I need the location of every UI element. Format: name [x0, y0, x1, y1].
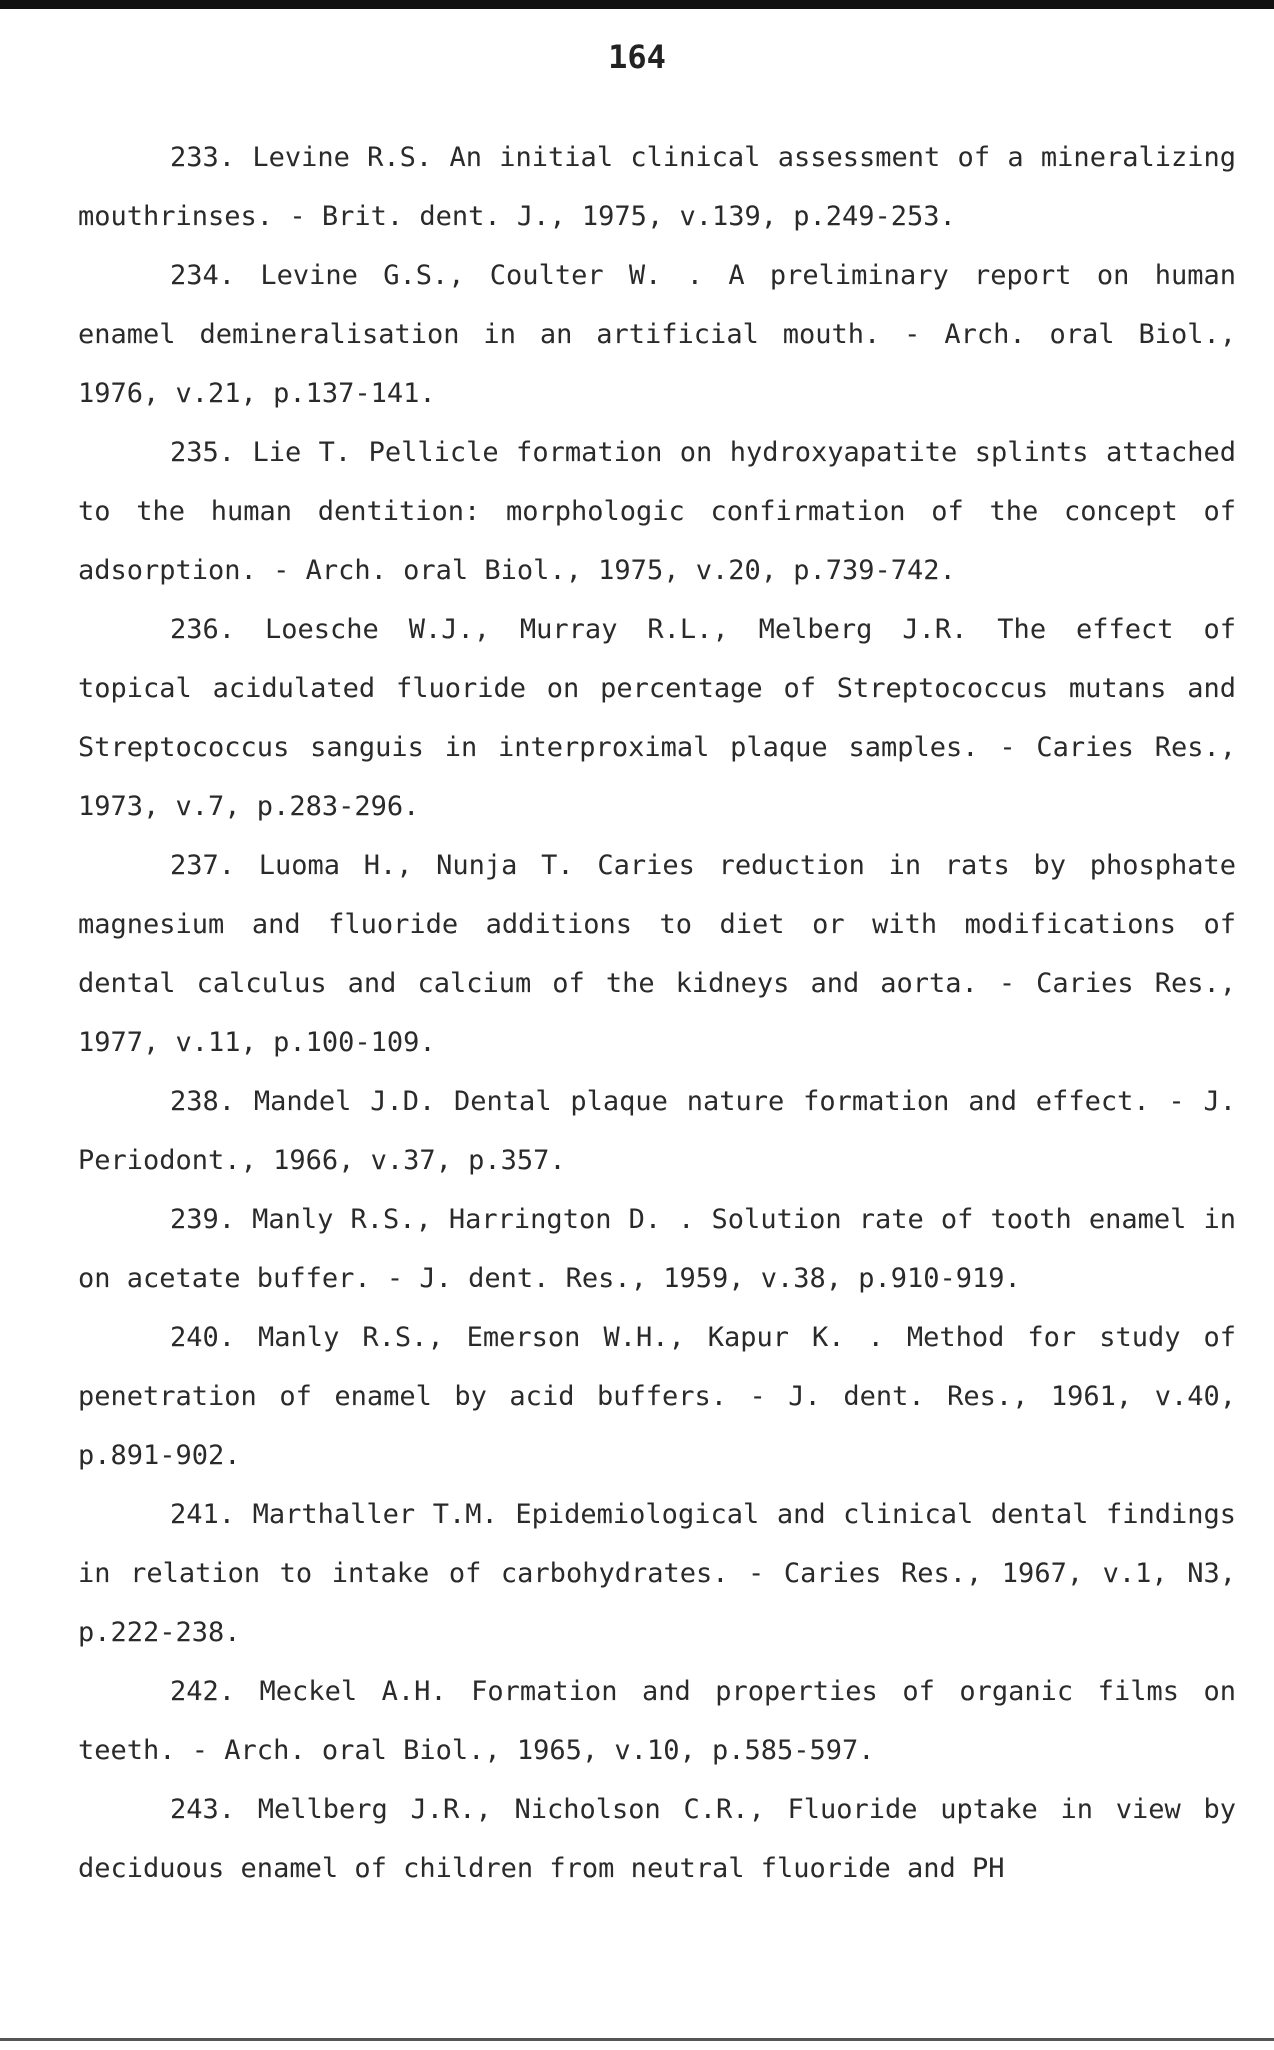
reference-item-237: 237. Luoma H., Nunja T. Caries reduction in rats by phosphate magnesium and fluoride additions to diet or with modifications of dental calculus and calcium of the kidneys and aorta. - Caries Res., 1977, v.11, p.100-109.: [78, 850, 1236, 1058]
reference-item-234: 234. Levine G.S., Coulter W. . A preliminary report on human enamel demineralisation in an artificial mouth. - Arch. oral Biol., 1976, v.21, p.137-141.: [78, 260, 1236, 409]
bottom-border: [0, 2038, 1274, 2041]
top-border: [0, 0, 1274, 9]
reference-item-233: 233. Levine R.S. An initial clinical assessment of a mineralizing mouthrinses. - Brit. dent. J., 1975, v.139, p.249-253.: [78, 142, 1236, 232]
page-number: 164: [608, 38, 666, 76]
reference-item-235: 235. Lie T. Pellicle formation on hydroxyapatite splints attached to the human dentition: morphologic confirmation of the concept of adsorption. - Arch. oral Biol., 1975, v.20, p.739-742.: [78, 437, 1236, 586]
reference-item-236: 236. Loesche W.J., Murray R.L., Melberg J.R. The effect of topical acidulated fluoride on percentage of Streptococcus mutans and Streptococcus sanguis in interproximal plaque samples. - Caries Res., 1973, v.7, p.283-296.: [78, 614, 1236, 822]
reference-item-240: 240. Manly R.S., Emerson W.H., Kapur K. . Method for study of penetration of enamel by acid buffers. - J. dent. Res., 1961, v.40, p.891-902.: [78, 1322, 1236, 1471]
reference-list: [78, 128, 1236, 1898]
reference-item-241: 241. Marthaller T.M. Epidemiological and clinical dental findings in relation to intake of carbohydrates. - Caries Res., 1967, v.1, N3, p.222-238.: [78, 1499, 1236, 1648]
reference-item-243: 243. Mellberg J.R., Nicholson C.R., Fluoride uptake in view by deciduous enamel of children from neutral fluoride and PH: [78, 1794, 1236, 1884]
reference-item-239: 239. Manly R.S., Harrington D. . Solution rate of tooth enamel in on acetate buffer. - J. dent. Res., 1959, v.38, p.910-919.: [78, 1204, 1236, 1294]
reference-item-242: 242. Meckel A.H. Formation and properties of organic films on teeth. - Arch. oral Biol., 1965, v.10, p.585-597.: [78, 1676, 1236, 1766]
reference-item-238: 238. Mandel J.D. Dental plaque nature formation and effect. - J. Periodont., 1966, v.37, p.357.: [78, 1086, 1236, 1176]
